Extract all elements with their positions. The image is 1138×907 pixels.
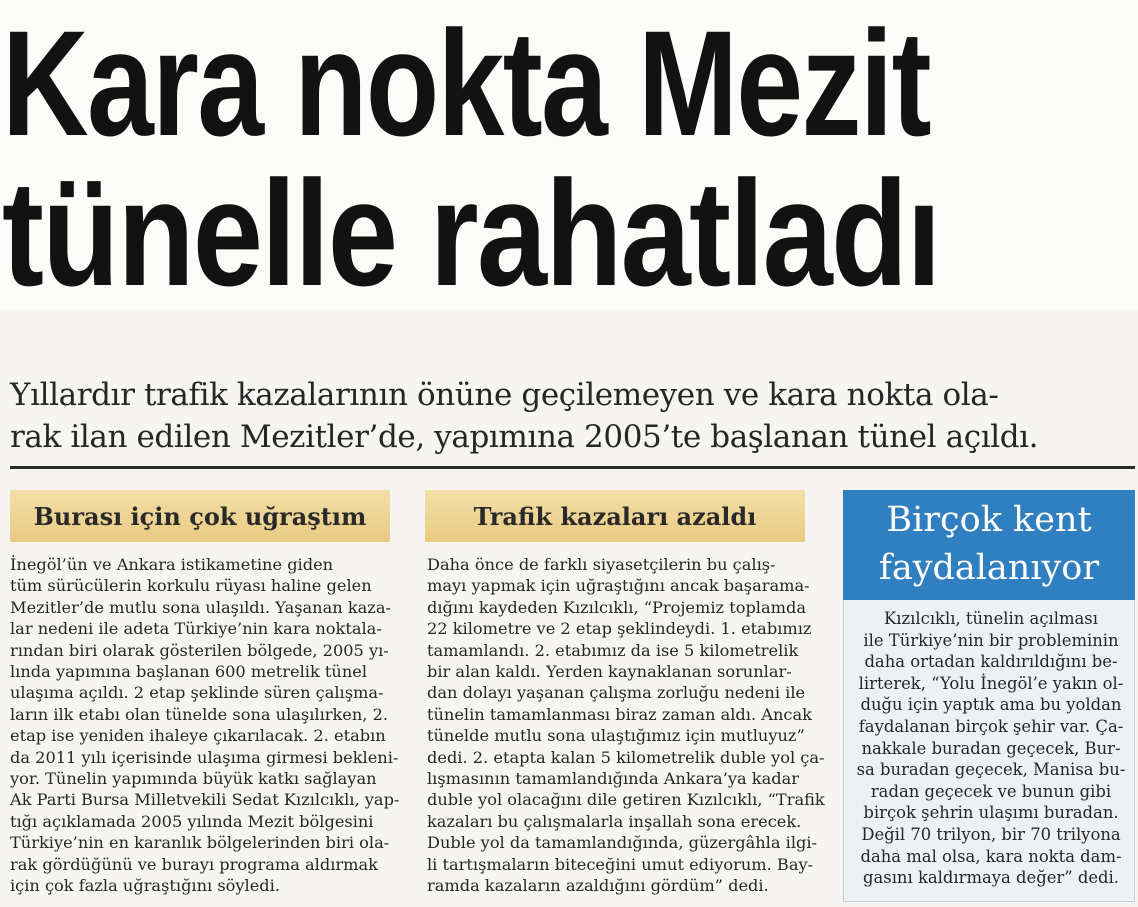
text-line: tüm sürücülerin korkulu rüyası haline gelen [10,576,372,596]
sidebar-box-title [843,490,1135,600]
text-line: bir alan kaldı. Yerden kaynaklanan sorunlar- [427,662,792,682]
text-line: yor. Tünelin yapımında büyük katkı sağlayan [10,769,377,789]
text-line: tünelin tamamlanması biraz zaman aldı. Ancak [427,704,812,724]
text-line: lar nedeni ile adeta Türkiye’nin kara noktala- [10,619,382,639]
article-column-1 [10,554,400,897]
text-line: faydalanan birçok şehir var. Ça- [858,716,1124,736]
text-line: li tartışmaların biteceğini umut ediyorum. Bay- [427,854,814,874]
text-line: rak gördüğünü ve burayı programa aldırmak [10,854,378,874]
text-line: nakkale buradan geçecek, Bur- [861,738,1121,758]
text-line: ile Türkiye’nin bir probleminin [863,630,1119,650]
text-line: gasını kaldırmaya değer” dedi. [863,868,1119,888]
text-line: ulaşıma açıldı. 2 etap şeklinde süren çalışma- [10,683,384,703]
deck-line-2: rak ilan edilen Mezitler’de, yapımına 2005’te başlanan tünel açıldı. [10,419,1039,455]
text-line: Daha önce de farklı siyasetçilerin bu çalış- [427,555,776,574]
text-line: Türkiye’nin en karanlık bölgelerinden biri ola- [10,833,390,853]
article-column-2 [427,554,825,897]
text-line: da 2011 yılı içerisinde ulaşıma girmesi bekleni- [10,747,399,767]
deck-line-1: Yıllardır trafik kazalarının önüne geçilemeyen ve kara nokta ola- [10,377,999,413]
text-line: duble yol olacağını dile getiren Kızılcıklı, “Trafik [427,790,825,810]
text-line: Değil 70 trilyon, bir 70 trilyona [861,824,1121,844]
headline-line-1: Kara nokta Mezit [2,0,930,167]
text-line: ların ilk etabı olan tünelde sona ulaşılırken, 2. [10,704,389,724]
text-line: Duble yol da tamamlandığında, güzergâhla ilgi- [427,833,818,853]
text-line: ramda kazaların azaldığını gördüm” dedi. [427,876,769,896]
text-line: tığı açıklamada 2005 yılında Mezit bölgesini [10,811,374,831]
subheading-2: Trafik kazaları azaldı [425,490,805,542]
text-line: duğu için yaptık ama bu yoldan [860,695,1122,715]
text-line: dan dolayı yaşanan çalışma zorluğu nedeni ile [427,683,806,703]
box-title-line-1: Birçok kent [886,500,1092,540]
text-line: Kızılcıklı, tünelin açılması [884,609,1098,628]
box-title-line-2: faydalanıyor [878,548,1100,588]
text-line: tünelde mutlu sona ulaştığımız için mutluyuz” [427,726,805,746]
headline [0,0,1138,317]
text-line: etap ise yeniden ihaleye çıkarılacak. 2. etabın [10,726,386,746]
text-line: kazaları bu çalışmalarla inşallah sona erecek. [427,811,802,831]
text-line: İnegöl’ün ve Ankara istikametine giden [10,555,334,574]
text-line: 22 kilometre ve 2 etap şeklindeydi. 1. etabımız [427,619,812,639]
text-line: lirterek, “Yolu İnegöl’e yakın ol- [858,673,1124,693]
text-line: sa buradan geçecek, Manisa bu- [856,760,1126,780]
text-line: tamamlandı. 2. etabımız da ise 5 kilometrelik [427,640,799,660]
text-line: radan geçecek ve bunun gibi [870,781,1112,801]
text-line: lışmasının tamamlandığında Ankara’ya kadar [427,769,800,789]
divider-rule [10,466,1135,469]
text-line: rından biri olarak gösterilen bölgede, 2005 yı- [10,640,389,660]
text-line: daha mal olsa, kara nokta dam- [860,846,1122,866]
article-column-3 [855,608,1127,889]
deck [10,374,1135,458]
headline-line-2: tünelle rahatladı [2,149,940,317]
subheading-1: Burası için çok uğraştım [10,490,390,542]
text-line: dığını kaydeden Kızılcıklı, “Projemiz toplamda [427,597,806,617]
text-line: birçok şehrin ulaşımı buradan. [863,803,1119,823]
text-line: mayı yapmak için uğraştığını ancak başarama- [427,576,810,596]
text-line: Ak Parti Bursa Milletvekili Sedat Kızılcıklı, yap- [10,790,400,810]
text-line: lında yapımına başlanan 600 metrelik tünel [10,662,368,682]
text-line: Mezitler’de mutlu sona ulaşıldı. Yaşanan kaza- [10,597,391,617]
text-line: daha ortadan kaldırıldığını be- [864,652,1118,672]
text-line: için çok fazla uğraştığını söyledi. [10,876,280,896]
text-line: dedi. 2. etapta kalan 5 kilometrelik duble yol ça- [427,747,825,767]
